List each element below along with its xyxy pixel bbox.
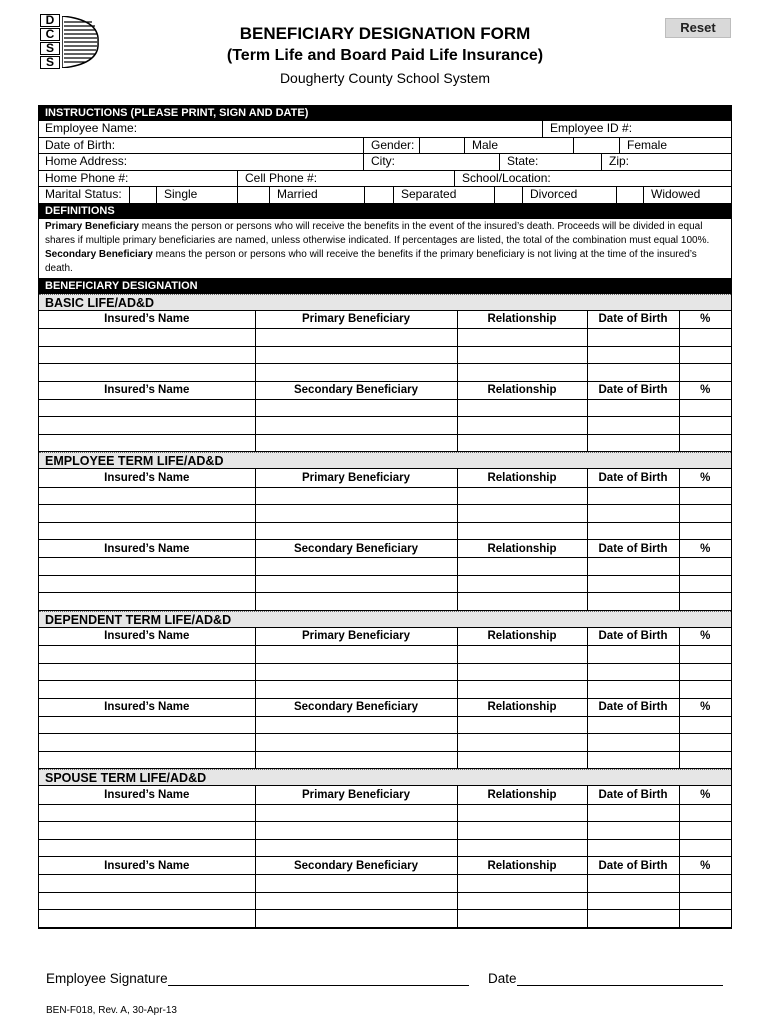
percent-cell[interactable] (679, 329, 731, 347)
designation-sections (39, 294, 731, 928)
percent-cell[interactable] (679, 346, 731, 364)
date-of-birth-header: Date of Birth (587, 311, 679, 329)
relationship-cell[interactable] (457, 839, 587, 857)
employee-name-label: Employee Name: (45, 121, 138, 135)
relationship-cell[interactable] (457, 663, 587, 681)
secondary-beneficiary-entry-row (39, 417, 731, 435)
beneficiary-name-cell[interactable] (255, 346, 457, 364)
insured-name-header: Insured’s Name (39, 469, 255, 487)
relationship-cell[interactable] (457, 346, 587, 364)
date-of-birth-cell[interactable] (587, 892, 679, 910)
coverage-section-title: EMPLOYEE TERM LIFE/AD&D (39, 452, 731, 469)
relationship-cell[interactable] (457, 417, 587, 435)
form-id: BEN-F018, Rev. A, 30-Apr-13 (46, 1005, 177, 1016)
relationship-header: Relationship (457, 469, 587, 487)
beneficiary-name-cell[interactable] (255, 417, 457, 435)
date-of-birth-cell[interactable] (587, 505, 679, 523)
date-of-birth-cell[interactable] (587, 839, 679, 857)
beneficiary-name-cell[interactable] (255, 575, 457, 593)
date-of-birth-cell[interactable] (587, 646, 679, 664)
beneficiary-table (39, 786, 731, 928)
date-of-birth-cell[interactable] (587, 751, 679, 769)
percent-cell[interactable] (679, 434, 731, 452)
primary-beneficiary-entry-row (39, 487, 731, 505)
relationship-header: Relationship (457, 698, 587, 716)
insured-name-header: Insured’s Name (39, 857, 255, 875)
marital-separated-option[interactable]: Separated (401, 187, 457, 201)
employee-signature-label: Employee Signature (46, 971, 168, 986)
secondary-beneficiary-header: Secondary Beneficiary (255, 698, 457, 716)
percent-cell[interactable] (679, 487, 731, 505)
primary-beneficiary-entry-row (39, 646, 731, 664)
relationship-header: Relationship (457, 857, 587, 875)
secondary-header-row (39, 381, 731, 399)
cell-phone-label: Cell Phone #: (245, 170, 318, 185)
insured-name-cell[interactable] (39, 734, 255, 752)
dob-label: Date of Birth: (45, 137, 116, 152)
form-subtitle: (Term Life and Board Paid Life Insurance) (226, 47, 544, 64)
percent-cell[interactable] (679, 751, 731, 769)
marital-single-option[interactable]: Single (164, 187, 198, 201)
primary-beneficiary-header: Primary Beneficiary (255, 786, 457, 804)
percent-header: % (679, 857, 731, 875)
percent-cell[interactable] (679, 716, 731, 734)
definitions-bar: DEFINITIONS (39, 204, 731, 219)
percent-cell[interactable] (679, 399, 731, 417)
relationship-cell[interactable] (457, 575, 587, 593)
employee-name-row (39, 121, 731, 138)
phone-row (39, 171, 731, 188)
reset-button[interactable]: Reset (665, 18, 731, 38)
relationship-cell[interactable] (457, 681, 587, 699)
organization-name: Dougherty County School System (279, 70, 491, 86)
logo-letter: S (40, 56, 60, 69)
primary-beneficiary-entry-row (39, 505, 731, 523)
marital-divorced-option[interactable]: Divorced (530, 187, 578, 201)
beneficiary-name-cell[interactable] (255, 399, 457, 417)
relationship-cell[interactable] (457, 505, 587, 523)
date-of-birth-header: Date of Birth (587, 786, 679, 804)
relationship-cell[interactable] (457, 716, 587, 734)
relationship-cell[interactable] (457, 522, 587, 540)
dob-gender-row (39, 138, 731, 155)
secondary-beneficiary-term: Secondary Beneficiary (45, 248, 153, 260)
insured-name-header: Insured’s Name (39, 381, 255, 399)
insured-name-cell[interactable] (39, 346, 255, 364)
beneficiary-table (39, 628, 731, 770)
insured-name-cell[interactable] (39, 487, 255, 505)
relationship-cell[interactable] (457, 558, 587, 576)
marital-status-row (39, 187, 731, 204)
secondary-beneficiary-entry-row (39, 399, 731, 417)
relationship-cell[interactable] (457, 734, 587, 752)
state-label: State: (507, 154, 539, 168)
beneficiary-name-cell[interactable] (255, 681, 457, 699)
insured-name-cell[interactable] (39, 646, 255, 664)
secondary-beneficiary-entry-row (39, 892, 731, 910)
secondary-beneficiary-definition: means the person or persons who will receive the benefits if the primary beneficiary is not living at the time of the insured’s death. (45, 248, 697, 274)
relationship-cell[interactable] (457, 487, 587, 505)
date-of-birth-header: Date of Birth (587, 540, 679, 558)
percent-cell[interactable] (679, 822, 731, 840)
date-of-birth-header: Date of Birth (587, 698, 679, 716)
logo-letter: S (40, 42, 60, 55)
beneficiary-name-cell[interactable] (255, 522, 457, 540)
primary-beneficiary-entry-row (39, 346, 731, 364)
home-phone-label: Home Phone #: (45, 170, 129, 185)
beneficiary-name-cell[interactable] (255, 804, 457, 822)
beneficiary-name-cell[interactable] (255, 892, 457, 910)
date-of-birth-cell[interactable] (587, 364, 679, 382)
percent-header: % (679, 698, 731, 716)
percent-cell[interactable] (679, 364, 731, 382)
form-title: BENEFICIARY DESIGNATION FORM (239, 24, 531, 43)
insured-name-cell[interactable] (39, 751, 255, 769)
city-label: City: (371, 154, 395, 168)
date-of-birth-header: Date of Birth (587, 469, 679, 487)
relationship-cell[interactable] (457, 434, 587, 452)
insured-name-cell[interactable] (39, 399, 255, 417)
beneficiary-name-cell[interactable] (255, 663, 457, 681)
percent-cell[interactable] (679, 875, 731, 893)
relationship-header: Relationship (457, 540, 587, 558)
zip-label: Zip: (609, 154, 630, 168)
secondary-header-row (39, 857, 731, 875)
instructions-bar: INSTRUCTIONS (PLEASE PRINT, SIGN AND DATE) (39, 106, 731, 121)
insured-name-cell[interactable] (39, 663, 255, 681)
primary-beneficiary-entry-row (39, 364, 731, 382)
beneficiary-name-cell[interactable] (255, 593, 457, 611)
percent-cell[interactable] (679, 522, 731, 540)
percent-cell[interactable] (679, 663, 731, 681)
secondary-beneficiary-entry-row (39, 716, 731, 734)
beneficiary-name-cell[interactable] (255, 558, 457, 576)
signature-date-label: Date (488, 971, 517, 986)
secondary-beneficiary-header: Secondary Beneficiary (255, 540, 457, 558)
beneficiary-name-cell[interactable] (255, 910, 457, 928)
signature-date-line[interactable] (517, 972, 723, 986)
beneficiary-name-cell[interactable] (255, 875, 457, 893)
employee-signature-field[interactable] (46, 971, 469, 986)
primary-beneficiary-entry-row (39, 663, 731, 681)
relationship-cell[interactable] (457, 875, 587, 893)
insured-name-cell[interactable] (39, 822, 255, 840)
percent-header: % (679, 311, 731, 329)
employee-signature-line[interactable] (168, 972, 469, 986)
home-address-label: Home Address: (45, 154, 128, 168)
marital-status-label: Marital Status: (45, 187, 122, 201)
relationship-cell[interactable] (457, 804, 587, 822)
percent-cell[interactable] (679, 593, 731, 611)
percent-cell[interactable] (679, 892, 731, 910)
insured-name-header: Insured’s Name (39, 540, 255, 558)
coverage-section-title: SPOUSE TERM LIFE/AD&D (39, 769, 731, 786)
school-location-label: School/Location: (462, 170, 551, 185)
insured-name-cell[interactable] (39, 522, 255, 540)
logo-letter: D (40, 14, 60, 27)
secondary-beneficiary-entry-row (39, 751, 731, 769)
date-of-birth-cell[interactable] (587, 875, 679, 893)
percent-header: % (679, 469, 731, 487)
percent-cell[interactable] (679, 558, 731, 576)
logo-letter: C (40, 28, 60, 41)
insured-name-cell[interactable] (39, 839, 255, 857)
insured-name-cell[interactable] (39, 364, 255, 382)
beneficiary-name-cell[interactable] (255, 364, 457, 382)
beneficiary-name-cell[interactable] (255, 734, 457, 752)
primary-beneficiary-entry-row (39, 329, 731, 347)
secondary-header-row (39, 698, 731, 716)
primary-header-row (39, 469, 731, 487)
beneficiary-name-cell[interactable] (255, 487, 457, 505)
insured-name-cell[interactable] (39, 417, 255, 435)
secondary-beneficiary-entry-row (39, 575, 731, 593)
primary-beneficiary-entry-row (39, 839, 731, 857)
percent-cell[interactable] (679, 681, 731, 699)
percent-header: % (679, 540, 731, 558)
percent-cell[interactable] (679, 804, 731, 822)
beneficiary-name-cell[interactable] (255, 434, 457, 452)
primary-header-row (39, 786, 731, 804)
relationship-cell[interactable] (457, 329, 587, 347)
insured-name-cell[interactable] (39, 681, 255, 699)
date-of-birth-cell[interactable] (587, 399, 679, 417)
date-of-birth-cell[interactable] (587, 434, 679, 452)
percent-cell[interactable] (679, 646, 731, 664)
insured-name-header: Insured’s Name (39, 698, 255, 716)
percent-cell[interactable] (679, 734, 731, 752)
date-of-birth-cell[interactable] (587, 487, 679, 505)
insured-name-header: Insured’s Name (39, 311, 255, 329)
secondary-beneficiary-header: Secondary Beneficiary (255, 381, 457, 399)
relationship-cell[interactable] (457, 751, 587, 769)
date-of-birth-cell[interactable] (587, 663, 679, 681)
insured-name-cell[interactable] (39, 329, 255, 347)
date-of-birth-cell[interactable] (587, 910, 679, 928)
beneficiary-name-cell[interactable] (255, 751, 457, 769)
signature-date-field[interactable] (488, 971, 723, 986)
relationship-header: Relationship (457, 786, 587, 804)
insured-name-header: Insured’s Name (39, 628, 255, 646)
employee-id-label: Employee ID #: (550, 121, 633, 135)
address-row (39, 154, 731, 171)
gender-label: Gender: (371, 137, 415, 152)
date-of-birth-cell[interactable] (587, 804, 679, 822)
insured-name-cell[interactable] (39, 892, 255, 910)
marital-married-option[interactable]: Married (277, 187, 318, 201)
relationship-cell[interactable] (457, 593, 587, 611)
secondary-beneficiary-entry-row (39, 558, 731, 576)
date-of-birth-cell[interactable] (587, 329, 679, 347)
relationship-cell[interactable] (457, 364, 587, 382)
secondary-beneficiary-entry-row (39, 434, 731, 452)
beneficiary-name-cell[interactable] (255, 646, 457, 664)
percent-header: % (679, 786, 731, 804)
beneficiary-table (39, 311, 731, 453)
primary-beneficiary-header: Primary Beneficiary (255, 311, 457, 329)
date-of-birth-cell[interactable] (587, 822, 679, 840)
date-of-birth-cell[interactable] (587, 593, 679, 611)
secondary-beneficiary-header: Secondary Beneficiary (255, 857, 457, 875)
insured-name-cell[interactable] (39, 804, 255, 822)
beneficiary-table (39, 469, 731, 611)
date-of-birth-cell[interactable] (587, 417, 679, 435)
date-of-birth-header: Date of Birth (587, 381, 679, 399)
relationship-header: Relationship (457, 628, 587, 646)
coverage-section-title: DEPENDENT TERM LIFE/AD&D (39, 611, 731, 628)
date-of-birth-header: Date of Birth (587, 857, 679, 875)
primary-header-row (39, 311, 731, 329)
insured-name-cell[interactable] (39, 910, 255, 928)
percent-cell[interactable] (679, 910, 731, 928)
date-of-birth-cell[interactable] (587, 522, 679, 540)
primary-beneficiary-definition: means the person or persons who will receive the benefits in the event of the insured’s death. Proceeds will be divided in equal shares if multiple primary beneficiaries are named, unless otherwise indicated. If percentages are listed, the total of the combination must equal 100%. (45, 220, 710, 246)
insured-name-cell[interactable] (39, 593, 255, 611)
primary-beneficiary-header: Primary Beneficiary (255, 628, 457, 646)
secondary-header-row (39, 540, 731, 558)
insured-name-header: Insured’s Name (39, 786, 255, 804)
beneficiary-name-cell[interactable] (255, 716, 457, 734)
relationship-cell[interactable] (457, 822, 587, 840)
secondary-beneficiary-entry-row (39, 875, 731, 893)
insured-name-cell[interactable] (39, 716, 255, 734)
primary-header-row (39, 628, 731, 646)
insured-name-cell[interactable] (39, 558, 255, 576)
primary-beneficiary-entry-row (39, 804, 731, 822)
relationship-cell[interactable] (457, 399, 587, 417)
relationship-header: Relationship (457, 311, 587, 329)
beneficiary-name-cell[interactable] (255, 822, 457, 840)
date-of-birth-cell[interactable] (587, 558, 679, 576)
primary-beneficiary-entry-row (39, 822, 731, 840)
date-of-birth-cell[interactable] (587, 575, 679, 593)
percent-header: % (679, 628, 731, 646)
beneficiary-name-cell[interactable] (255, 839, 457, 857)
percent-cell[interactable] (679, 839, 731, 857)
secondary-beneficiary-entry-row (39, 734, 731, 752)
primary-beneficiary-header: Primary Beneficiary (255, 469, 457, 487)
gender-female-option[interactable]: Female (627, 137, 668, 152)
form-body (38, 105, 732, 929)
percent-header: % (679, 381, 731, 399)
primary-beneficiary-entry-row (39, 522, 731, 540)
primary-beneficiary-entry-row (39, 681, 731, 699)
insured-name-cell[interactable] (39, 505, 255, 523)
relationship-header: Relationship (457, 381, 587, 399)
percent-cell[interactable] (679, 417, 731, 435)
relationship-cell[interactable] (457, 646, 587, 664)
primary-beneficiary-term: Primary Beneficiary (45, 220, 139, 232)
marital-widowed-option[interactable]: Widowed (651, 187, 701, 201)
secondary-beneficiary-entry-row (39, 593, 731, 611)
beneficiary-name-cell[interactable] (255, 505, 457, 523)
secondary-beneficiary-entry-row (39, 910, 731, 928)
definitions-text (39, 219, 731, 279)
percent-cell[interactable] (679, 575, 731, 593)
coverage-section-title: BASIC LIFE/AD&D (39, 294, 731, 311)
insured-name-cell[interactable] (39, 875, 255, 893)
insured-name-cell[interactable] (39, 434, 255, 452)
beneficiary-name-cell[interactable] (255, 329, 457, 347)
beneficiary-designation-bar: BENEFICIARY DESIGNATION (39, 279, 731, 294)
date-of-birth-cell[interactable] (587, 734, 679, 752)
date-of-birth-cell[interactable] (587, 716, 679, 734)
date-of-birth-header: Date of Birth (587, 628, 679, 646)
date-of-birth-cell[interactable] (587, 681, 679, 699)
date-of-birth-cell[interactable] (587, 346, 679, 364)
relationship-cell[interactable] (457, 892, 587, 910)
insured-name-cell[interactable] (39, 575, 255, 593)
relationship-cell[interactable] (457, 910, 587, 928)
gender-male-option[interactable]: Male (472, 137, 499, 152)
percent-cell[interactable] (679, 505, 731, 523)
